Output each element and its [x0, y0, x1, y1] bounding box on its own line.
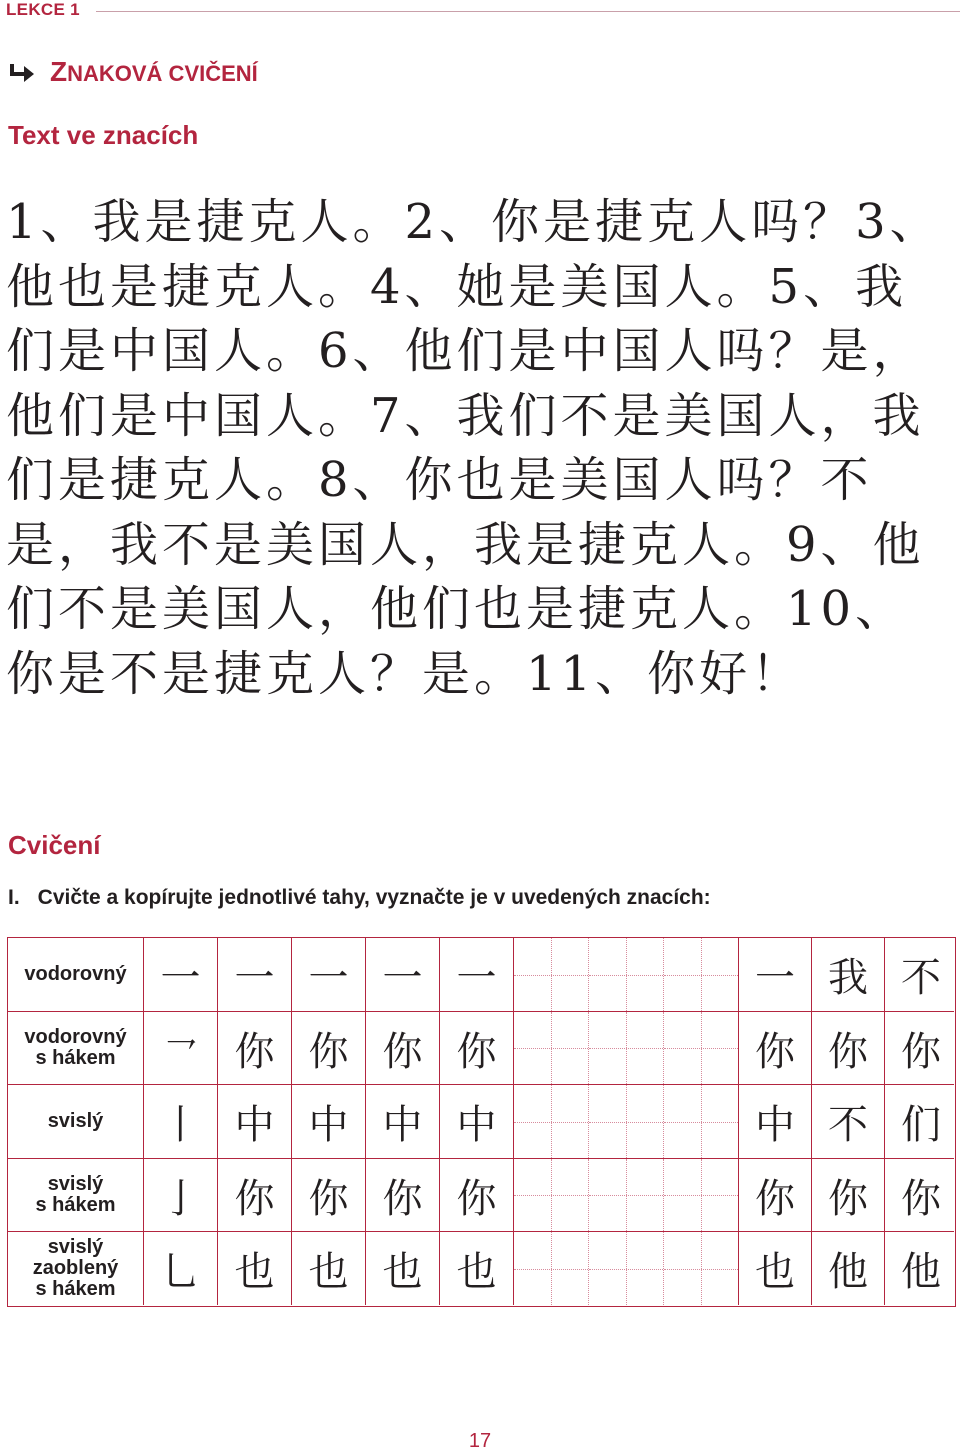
example-cell — [884, 1159, 957, 1231]
copy-cell — [365, 938, 439, 1011]
example-cell — [738, 1232, 811, 1305]
stroke-sample-glyph: 丨 — [160, 1102, 201, 1148]
copy-cell — [439, 1159, 513, 1231]
practice-guide-vertical — [626, 1232, 627, 1305]
stroke-row — [8, 1012, 954, 1085]
copy-cell — [217, 1159, 291, 1231]
copy-cell-glyph: 你 — [382, 1028, 423, 1075]
page-number: 17 — [468, 1430, 492, 1452]
stroke-sample — [143, 1085, 217, 1158]
practice-cell[interactable] — [513, 1085, 588, 1158]
stroke-name-line: s hákem — [35, 1278, 116, 1300]
copy-cell — [439, 1085, 513, 1158]
copy-cell — [291, 1085, 365, 1158]
practice-cell[interactable] — [663, 938, 738, 1011]
copy-cell-glyph: 你 — [382, 1175, 423, 1222]
practice-cell[interactable] — [588, 1085, 663, 1158]
section-title — [50, 56, 258, 88]
example-cell-glyph: 不 — [828, 1102, 868, 1148]
copy-cell — [291, 1232, 365, 1305]
example-cell — [884, 938, 957, 1011]
practice-cell[interactable] — [513, 1159, 588, 1231]
copy-cell-glyph: 中 — [382, 1102, 423, 1148]
stroke-name-line: s hákem — [35, 1047, 116, 1069]
stroke-sample — [143, 1159, 217, 1231]
stroke-name — [8, 1012, 143, 1084]
section-title-initial: Z — [50, 56, 68, 87]
copy-cell — [217, 938, 291, 1011]
stroke-name-line: svislý — [47, 1236, 104, 1258]
reading-text: 1、我是捷克人。2、你是捷克人吗？3、他也是捷克人。4、她是美国人。5、我们是中国人。6、他们是中国人吗？是，他们是中国人。7、我们不是美国人，我们是捷克人。8、你也是美国人吗？不是，我不是美国人，我是捷克人。9、他们不是美国人，他们也是捷克人。10、你是不是捷克人？是。11、你好！ — [6, 194, 942, 702]
copy-cell — [365, 1232, 439, 1305]
copy-cell — [365, 1012, 439, 1084]
stroke-sample — [143, 1012, 217, 1084]
practice-guide-vertical — [701, 938, 702, 1011]
practice-guide-vertical — [551, 1159, 552, 1231]
stroke-name-line: s hákem — [35, 1194, 116, 1216]
example-cell-glyph: 一 — [755, 955, 795, 1001]
text-heading: Text ve znacích — [8, 120, 199, 150]
example-cell — [884, 1232, 957, 1305]
stroke-sample-glyph: 亅 — [160, 1175, 201, 1222]
example-cell — [811, 1085, 884, 1158]
practice-guide-vertical — [626, 938, 627, 1011]
stroke-name — [8, 1085, 143, 1158]
example-cell-glyph: 他 — [828, 1249, 868, 1295]
exercise-instruction — [8, 886, 711, 910]
section-title-rest: NAKOVÁ CVIČENÍ — [67, 61, 258, 86]
copy-cell-glyph: 你 — [234, 1028, 275, 1075]
example-cell-glyph: 你 — [755, 1028, 795, 1075]
example-cell — [738, 1012, 811, 1084]
example-cell-glyph: 不 — [901, 955, 941, 1001]
stroke-name — [8, 938, 143, 1011]
stroke-name-line: vodorovný — [24, 1026, 127, 1048]
practice-guide-vertical — [551, 938, 552, 1011]
exercise-number: I. — [8, 886, 20, 909]
stroke-name-line: svislý — [47, 1110, 104, 1132]
stroke-name — [8, 1159, 143, 1231]
lesson-label: LEKCE 1 — [6, 0, 80, 19]
practice-cell[interactable] — [663, 1012, 738, 1084]
stroke-name-line: vodorovný — [24, 963, 127, 985]
copy-cell — [217, 1012, 291, 1084]
arrow-right-icon — [8, 60, 38, 86]
copy-cell-glyph: 中 — [308, 1102, 349, 1148]
example-cell — [738, 938, 811, 1011]
copy-cell — [291, 938, 365, 1011]
stroke-row — [8, 1085, 954, 1159]
copy-cell-glyph: 你 — [234, 1175, 275, 1222]
practice-guide-vertical — [551, 1012, 552, 1084]
exercise-heading: Cvičení — [8, 830, 101, 860]
example-cell-glyph: 中 — [755, 1102, 795, 1148]
copy-cell-glyph: 一 — [234, 955, 275, 1001]
practice-cell[interactable] — [588, 1232, 663, 1305]
copy-cell — [365, 1085, 439, 1158]
example-cell — [884, 1085, 957, 1158]
practice-cell[interactable] — [663, 1159, 738, 1231]
example-cell-glyph: 你 — [901, 1028, 941, 1075]
header-rule — [96, 11, 960, 12]
practice-guide-vertical — [626, 1012, 627, 1084]
stroke-table — [7, 937, 956, 1307]
copy-cell-glyph: 中 — [234, 1102, 275, 1148]
copy-cell — [217, 1085, 291, 1158]
example-cell-glyph: 他 — [901, 1249, 941, 1295]
stroke-name — [8, 1232, 143, 1305]
example-cell-glyph: 你 — [901, 1175, 941, 1222]
practice-cell[interactable] — [588, 1159, 663, 1231]
practice-cell[interactable] — [513, 1232, 588, 1305]
practice-guide-vertical — [626, 1159, 627, 1231]
practice-cell[interactable] — [513, 1012, 588, 1084]
copy-cell — [365, 1159, 439, 1231]
exercise-instruction-text: Cvičte a kopírujte jednotlivé tahy, vyznačte je v uvedených znacích: — [37, 886, 711, 909]
practice-cell[interactable] — [513, 938, 588, 1011]
practice-guide-vertical — [701, 1159, 702, 1231]
practice-cell[interactable] — [588, 938, 663, 1011]
stroke-name-line: zaoblený — [32, 1257, 119, 1279]
stroke-row — [8, 938, 954, 1012]
example-cell — [811, 938, 884, 1011]
example-cell-glyph: 我 — [828, 955, 868, 1001]
example-cell — [811, 1232, 884, 1305]
copy-cell-glyph: 你 — [456, 1175, 497, 1222]
practice-cell[interactable] — [588, 1012, 663, 1084]
example-cell — [811, 1012, 884, 1084]
example-cell-glyph: 们 — [901, 1102, 941, 1148]
stroke-sample-glyph: 一 — [160, 955, 201, 1001]
example-cell-glyph: 你 — [755, 1175, 795, 1222]
example-cell — [738, 1085, 811, 1158]
copy-cell — [439, 938, 513, 1011]
copy-cell — [439, 1012, 513, 1084]
copy-cell — [291, 1159, 365, 1231]
copy-cell-glyph: 一 — [456, 955, 497, 1001]
stroke-sample-glyph: 乚 — [160, 1249, 201, 1295]
stroke-row — [8, 1159, 954, 1232]
copy-cell-glyph: 也 — [382, 1249, 423, 1295]
copy-cell-glyph: 中 — [456, 1102, 497, 1148]
copy-cell-glyph: 你 — [308, 1175, 349, 1222]
copy-cell-glyph: 一 — [308, 955, 349, 1001]
example-cell — [884, 1012, 957, 1084]
practice-cell[interactable] — [663, 1085, 738, 1158]
practice-cell[interactable] — [663, 1232, 738, 1305]
stroke-sample — [143, 938, 217, 1011]
example-cell — [738, 1159, 811, 1231]
practice-guide-vertical — [701, 1085, 702, 1158]
copy-cell — [439, 1232, 513, 1305]
stroke-sample-glyph: ㇖ — [160, 1028, 201, 1075]
example-cell — [811, 1159, 884, 1231]
copy-cell — [217, 1232, 291, 1305]
stroke-row — [8, 1232, 954, 1305]
practice-guide-vertical — [701, 1012, 702, 1084]
practice-guide-vertical — [551, 1232, 552, 1305]
copy-cell-glyph: 也 — [234, 1249, 275, 1295]
copy-cell-glyph: 你 — [456, 1028, 497, 1075]
practice-guide-vertical — [701, 1232, 702, 1305]
stroke-sample — [143, 1232, 217, 1305]
practice-guide-vertical — [626, 1085, 627, 1158]
practice-guide-vertical — [551, 1085, 552, 1158]
stroke-name-line: svislý — [47, 1173, 104, 1195]
copy-cell — [291, 1012, 365, 1084]
copy-cell-glyph: 你 — [308, 1028, 349, 1075]
copy-cell-glyph: 也 — [456, 1249, 497, 1295]
example-cell-glyph: 也 — [755, 1249, 795, 1295]
example-cell-glyph: 你 — [828, 1175, 868, 1222]
copy-cell-glyph: 一 — [382, 955, 423, 1001]
example-cell-glyph: 你 — [828, 1028, 868, 1075]
copy-cell-glyph: 也 — [308, 1249, 349, 1295]
